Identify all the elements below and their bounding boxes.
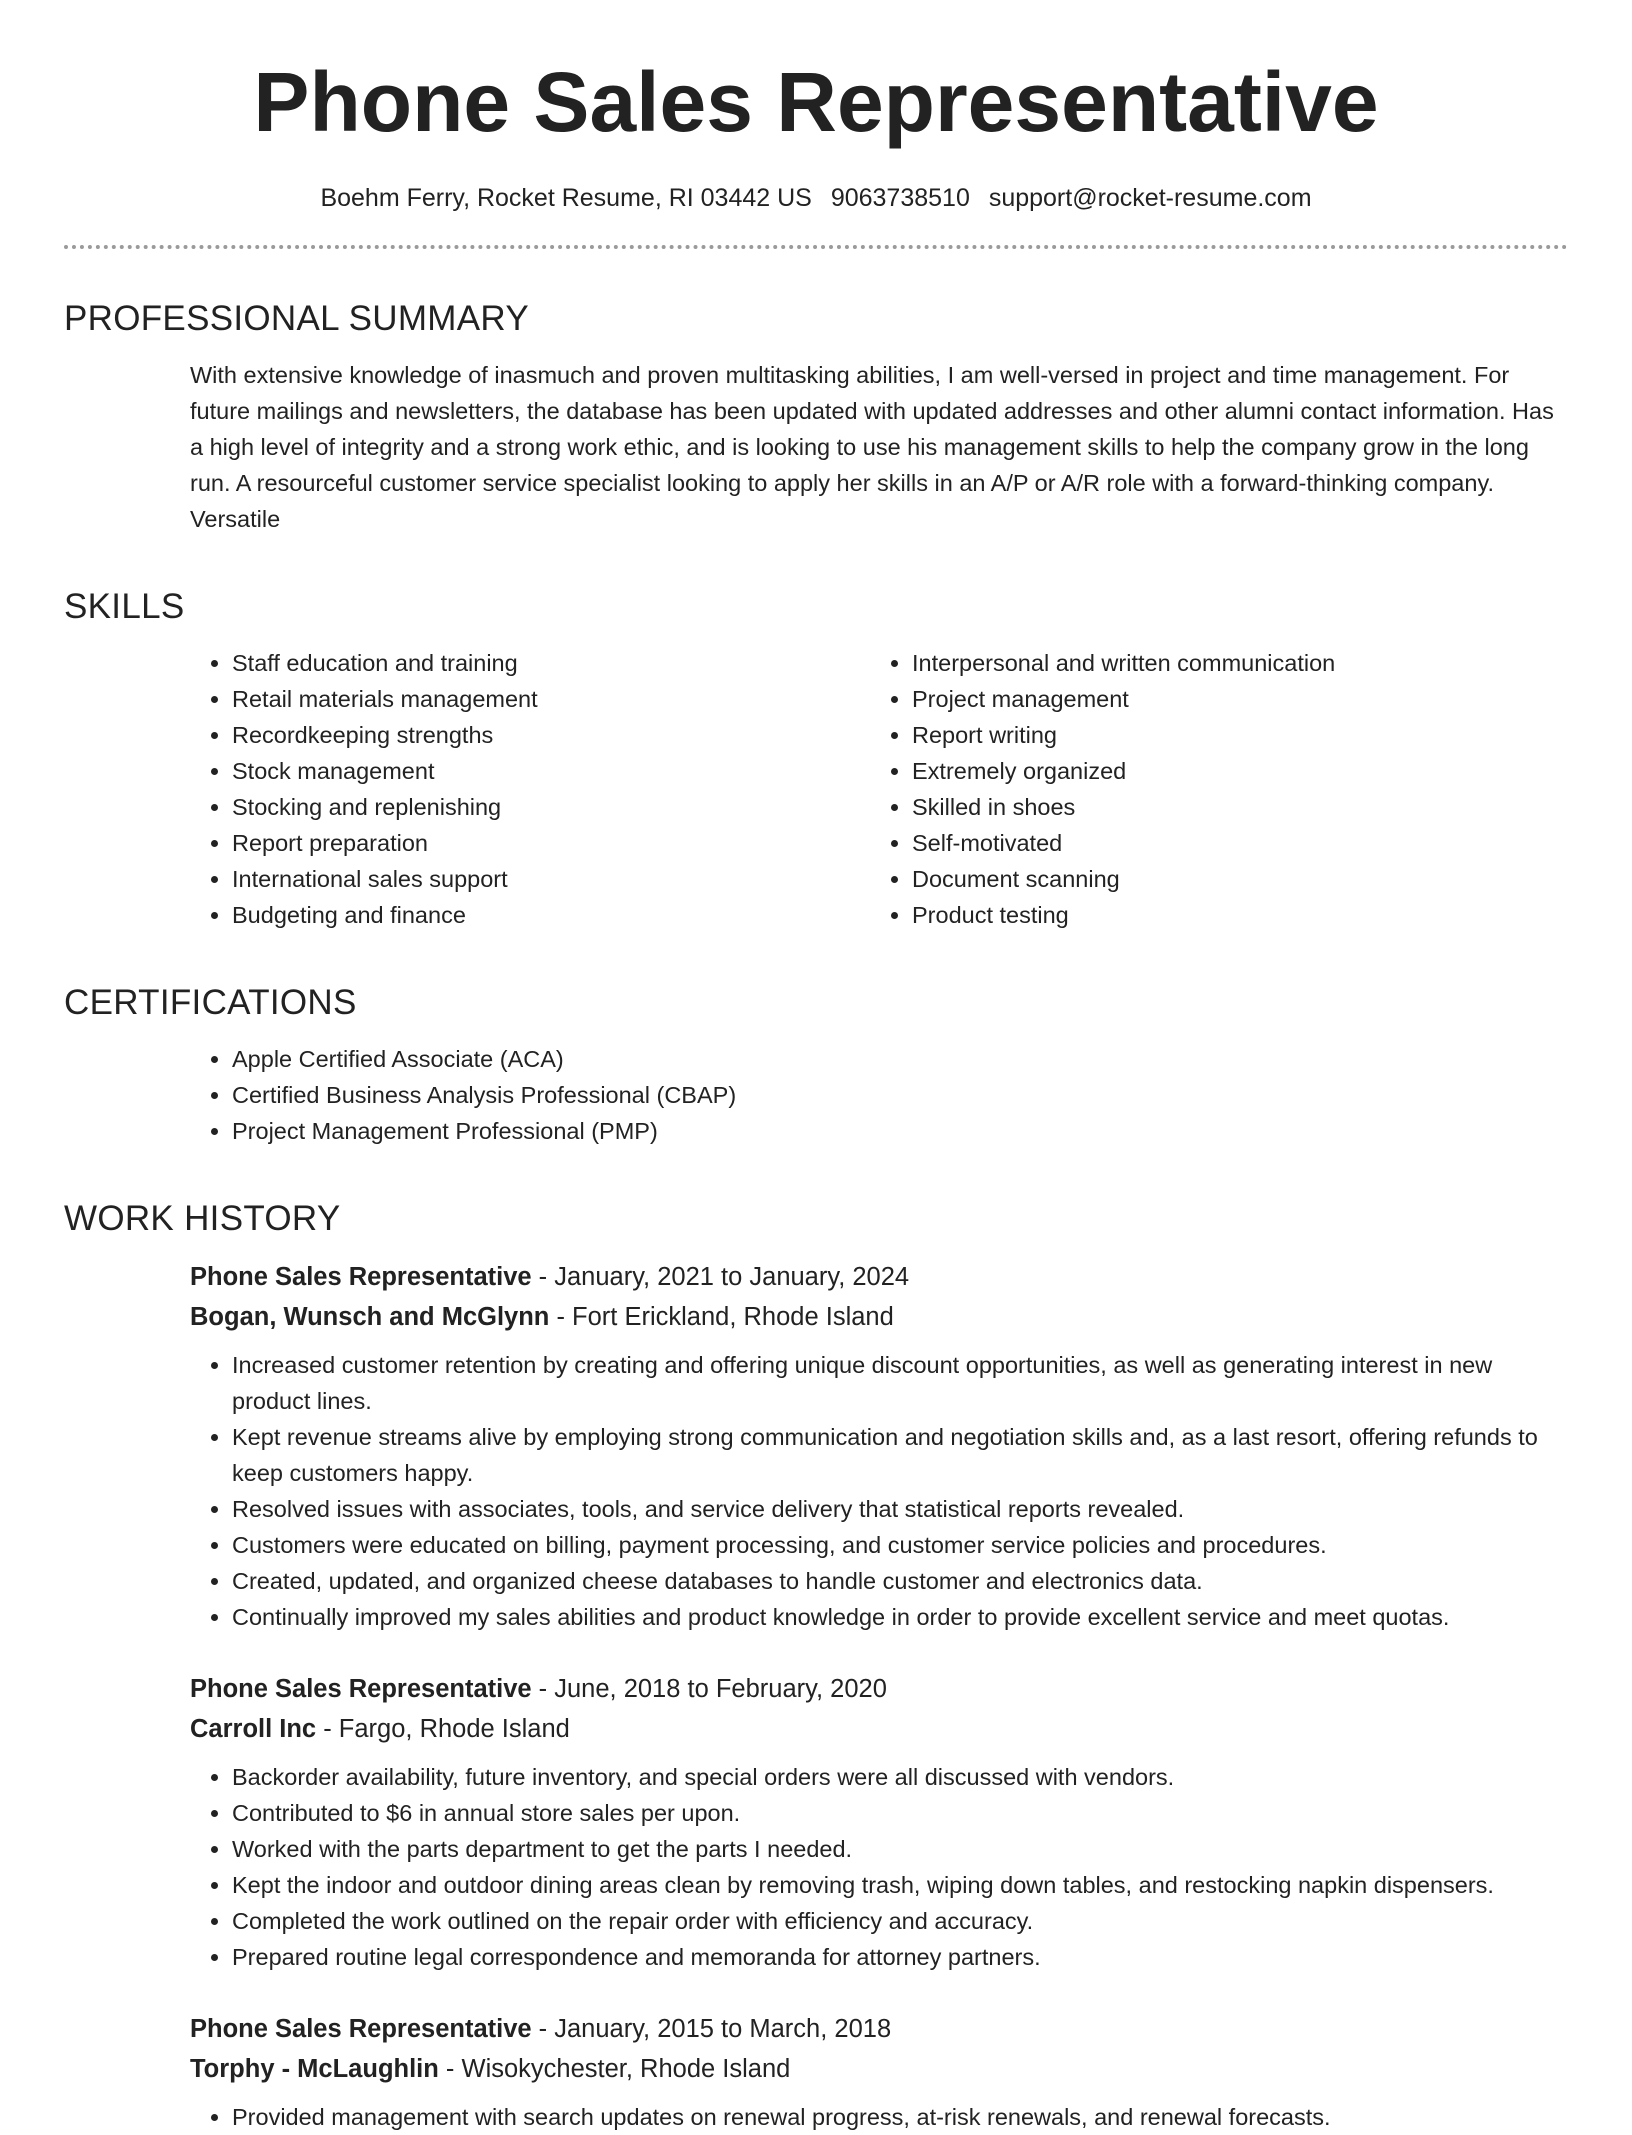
job-bullet: • Created, updated, and organized cheese databases to handle customer and electronics data.	[232, 1563, 1568, 1599]
job-dates: - January, 2015 to March, 2018	[531, 2015, 892, 2043]
job-company-line	[190, 1709, 1568, 1749]
skill-item: • Report preparation	[232, 825, 870, 861]
job-bullet: • Kept the indoor and outdoor dining areas clean by removing trash, wiping down tables, and restocking napkin dispensers.	[232, 1867, 1568, 1903]
skills-grid	[190, 645, 1568, 933]
skill-item: • Recordkeeping strengths	[232, 717, 870, 753]
job-title-line	[190, 2009, 1568, 2049]
skill-item: • Interpersonal and written communication	[912, 645, 1550, 681]
certification-item: • Apple Certified Associate (ACA)	[232, 1041, 1568, 1077]
job-company: Torphy - McLaughlin	[190, 2055, 439, 2083]
skills-section	[64, 587, 1568, 933]
job-company: Carroll Inc	[190, 1715, 317, 1743]
job-dates: - June, 2018 to February, 2020	[531, 1675, 887, 1703]
skills-list-left	[190, 645, 870, 933]
page-title: Phone Sales Representative	[253, 55, 1379, 149]
work-history-list	[190, 1257, 1568, 2135]
job-bullets	[190, 2099, 1568, 2135]
skill-item: • Budgeting and finance	[232, 897, 870, 933]
job-bullet: • Completed the work outlined on the repair order with efficiency and accuracy.	[232, 1903, 1568, 1939]
summary-text: With extensive knowledge of inasmuch and proven multitasking abilities, I am well-versed in project and time management. For future mailings and newsletters, the database has been updated with updated addresses and other alumni contact information. Has a high level of integrity and a strong work ethic, and is looking to use his management skills to help the company grow in the long run. A resourceful customer service specialist looking to apply her skills in an A/P or A/R role with a forward-thinking company. Versatile	[190, 362, 1554, 532]
job-dates: - January, 2021 to January, 2024	[531, 1263, 910, 1291]
job-title-line	[190, 1669, 1568, 1709]
skill-item: • Extremely organized	[912, 753, 1550, 789]
skill-item: • Document scanning	[912, 861, 1550, 897]
summary-heading: PROFESSIONAL SUMMARY	[64, 299, 529, 338]
job-bullet: • Prepared routine legal correspondence and memoranda for attorney partners.	[232, 1939, 1568, 1975]
contact-address: Boehm Ferry, Rocket Resume, RI 03442 US	[320, 184, 812, 212]
job-location: - Wisokychester, Rhode Island	[438, 2055, 791, 2083]
job-bullet: • Increased customer retention by creating and offering unique discount opportunities, as well as generating interest in new product lines.	[232, 1347, 1568, 1419]
job-company: Bogan, Wunsch and McGlynn	[190, 1303, 550, 1331]
job-bullet: • Customers were educated on billing, payment processing, and customer service policies and procedures.	[232, 1527, 1568, 1563]
certifications-list	[190, 1041, 1568, 1149]
contact-phone: 9063738510	[830, 184, 970, 212]
job-bullet: • Kept revenue streams alive by employing strong communication and negotiation skills and, as a last resort, offering refunds to keep customers happy.	[232, 1419, 1568, 1491]
job-bullet: • Continually improved my sales abilities and product knowledge in order to provide excellent service and meet quotas.	[232, 1599, 1568, 1635]
job-title: Phone Sales Representative	[190, 1263, 532, 1291]
job-location: - Fort Erickland, Rhode Island	[549, 1303, 894, 1331]
work-section	[64, 1199, 1568, 2135]
header-divider	[64, 245, 1568, 249]
job-bullet: • Contributed to $6 in annual store sales per upon.	[232, 1795, 1568, 1831]
job-location: - Fargo, Rhode Island	[316, 1715, 570, 1743]
job-bullets	[190, 1759, 1568, 1975]
certifications-heading: CERTIFICATIONS	[64, 983, 357, 1022]
work-heading: WORK HISTORY	[64, 1199, 341, 1238]
summary-section	[64, 299, 1568, 537]
certifications-section	[64, 983, 1568, 1149]
skills-list-right	[870, 645, 1550, 933]
skill-item: • Stocking and replenishing	[232, 789, 870, 825]
job-title: Phone Sales Representative	[190, 2015, 532, 2043]
job-entry	[190, 2009, 1568, 2135]
contact-line	[64, 184, 1568, 213]
job-title-line	[190, 1257, 1568, 1297]
skill-item: • Retail materials management	[232, 681, 870, 717]
job-company-line	[190, 1297, 1568, 1337]
skill-item: • Staff education and training	[232, 645, 870, 681]
skills-heading: SKILLS	[64, 587, 185, 626]
skill-item: • Self-motivated	[912, 825, 1550, 861]
certifications-block	[190, 1041, 1568, 1149]
skills-column-left	[190, 645, 870, 933]
skill-item: • International sales support	[232, 861, 870, 897]
skill-item: • Skilled in shoes	[912, 789, 1550, 825]
job-title: Phone Sales Representative	[190, 1675, 532, 1703]
job-bullet: • Backorder availability, future inventory, and special orders were all discussed with vendors.	[232, 1759, 1568, 1795]
job-bullet: • Resolved issues with associates, tools, and service delivery that statistical reports revealed.	[232, 1491, 1568, 1527]
skill-item: • Report writing	[912, 717, 1550, 753]
job-entry	[190, 1669, 1568, 1975]
contact-email: support@rocket-resume.com	[988, 184, 1312, 212]
skill-item: • Stock management	[232, 753, 870, 789]
skill-item: • Product testing	[912, 897, 1550, 933]
job-bullet: • Provided management with search updates on renewal progress, at-risk renewals, and renewal forecasts.	[232, 2099, 1568, 2135]
certification-item: • Certified Business Analysis Professional (CBAP)	[232, 1077, 1568, 1113]
job-company-line	[190, 2049, 1568, 2089]
certification-item: • Project Management Professional (PMP)	[232, 1113, 1568, 1149]
job-bullets	[190, 1347, 1568, 1635]
job-bullet: • Worked with the parts department to get the parts I needed.	[232, 1831, 1568, 1867]
job-entry	[190, 1257, 1568, 1635]
skills-column-right	[870, 645, 1550, 933]
skill-item: • Project management	[912, 681, 1550, 717]
